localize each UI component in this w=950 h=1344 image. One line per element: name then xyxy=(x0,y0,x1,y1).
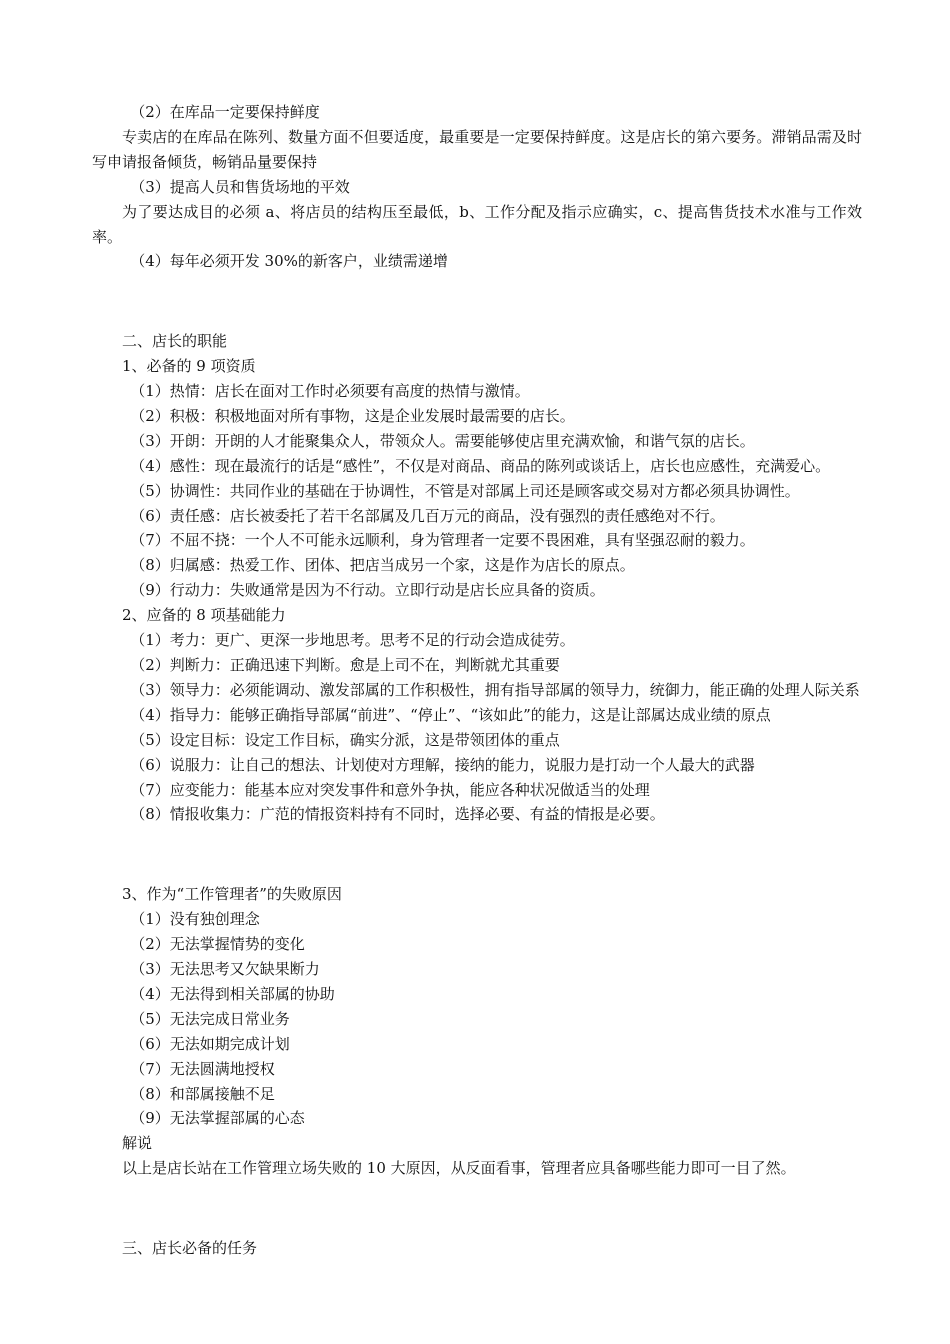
list-item: （9）无法掌握部属的心态 xyxy=(130,1109,305,1128)
blank-line xyxy=(92,289,862,314)
paragraph: 为了要达成目的必须 a、将店员的结构压至最低，b、工作分配及指示应确实，c、提高售货技术水准与工作效率。 xyxy=(92,202,862,246)
list-item: （7）应变能力：能基本应对突发事件和意外争执，能应各种状况做适当的处理 xyxy=(130,780,650,799)
list-item: （5）无法完成日常业务 xyxy=(130,1009,290,1028)
list-item: （5）协调性：共同作业的基础在于协调性，不管是对部属上司还是顾客或交易对方都必须具协调性。 xyxy=(130,481,800,500)
paragraph: 3、作为“工作管理者”的失败原因 xyxy=(122,885,342,904)
list-item: （7）无法圆满地授权 xyxy=(130,1059,275,1078)
list-item: （8）情报收集力：广范的情报资料持有不同时，选择必要、有益的情报是必要。 xyxy=(130,805,665,824)
list-item: （6）说服力：让自己的想法、计划使对方理解，接纳的能力，说服力是打动一个人最大的武器 xyxy=(130,755,755,774)
list-item: （3）领导力：必须能调动、激发部属的工作积极性，拥有指导部属的领导力，统御力，能正确的处理人际关系 xyxy=(130,680,860,699)
list-item: （3）开朗：开朗的人才能聚集众人，带领众人。需要能够使店里充满欢愉，和谐气氛的店长。 xyxy=(130,431,755,450)
paragraph: 专卖店的在库品在陈列、数量方面不但要适度，最重要是一定要保持鲜度。这是店长的第六要务。滞销品需及时写申请报备倾货，畅销品量要保持 xyxy=(92,127,862,171)
list-item: （7）不屈不挠：一个人不可能永远顺利，身为管理者一定要不畏困难，具有坚强忍耐的毅力。 xyxy=(130,531,755,550)
list-item: （8）和部属接触不足 xyxy=(130,1084,275,1103)
list-item: （5）设定目标：设定工作目标，确实分派，这是带领团体的重点 xyxy=(130,730,560,749)
list-item: （8）归属感：热爱工作、团体、把店当成另一个家，这是作为店长的原点。 xyxy=(130,556,635,575)
paragraph: 二、店长的职能 xyxy=(122,332,228,351)
list-item: （6）无法如期完成计划 xyxy=(130,1034,290,1053)
list-item: （1）考力：更广、更深一步地思考。思考不足的行动会造成徒劳。 xyxy=(130,631,575,650)
list-item: （9）行动力：失败通常是因为不行动。立即行动是店长应具备的资质。 xyxy=(130,581,605,600)
list-item: （3）提高人员和售货场地的平效 xyxy=(130,177,350,196)
document-body xyxy=(92,100,862,1261)
paragraph: 1、必备的 9 项资质 xyxy=(122,357,256,376)
list-item: （4）每年必须开发 30%的新客户，业绩需递增 xyxy=(130,252,448,271)
list-item: （2）无法掌握情势的变化 xyxy=(130,935,305,954)
blank-line xyxy=(92,842,862,867)
paragraph: 解说 xyxy=(122,1134,153,1153)
paragraph: 三、店长必备的任务 xyxy=(122,1239,258,1258)
list-item: （1）没有独创理念 xyxy=(130,910,260,929)
list-item: （2）在库品一定要保持鲜度 xyxy=(130,103,320,121)
list-item: （2）判断力：正确迅速下判断。愈是上司不在，判断就尤其重要 xyxy=(130,656,560,675)
list-item: （4）感性：现在最流行的话是“感性”，不仅是对商品、商品的陈列或谈话上，店长也应感性，充满爱心。 xyxy=(130,456,831,475)
list-item: （6）责任感：店长被委托了若干名部属及几百万元的商品，没有强烈的责任感绝对不行。 xyxy=(130,506,725,525)
blank-line xyxy=(92,1196,862,1221)
list-item: （3）无法思考又欠缺果断力 xyxy=(130,959,320,978)
list-item: （4）指导力：能够正确指导部属“前进”、“停止”、“该如此”的能力，这是让部属达成业绩的原点 xyxy=(130,705,771,724)
list-item: （1）热情：店长在面对工作时必须要有高度的热情与激情。 xyxy=(130,382,530,401)
paragraph: 2、应备的 8 项基础能力 xyxy=(122,606,286,625)
paragraph: 以上是店长站在工作管理立场失败的 10 大原因，从反面看事，管理者应具备哪些能力即可一目了然。 xyxy=(122,1159,796,1178)
list-item: （4）无法得到相关部属的协助 xyxy=(130,984,335,1003)
list-item: （2）积极：积极地面对所有事物，这是企业发展时最需要的店长。 xyxy=(130,406,575,425)
